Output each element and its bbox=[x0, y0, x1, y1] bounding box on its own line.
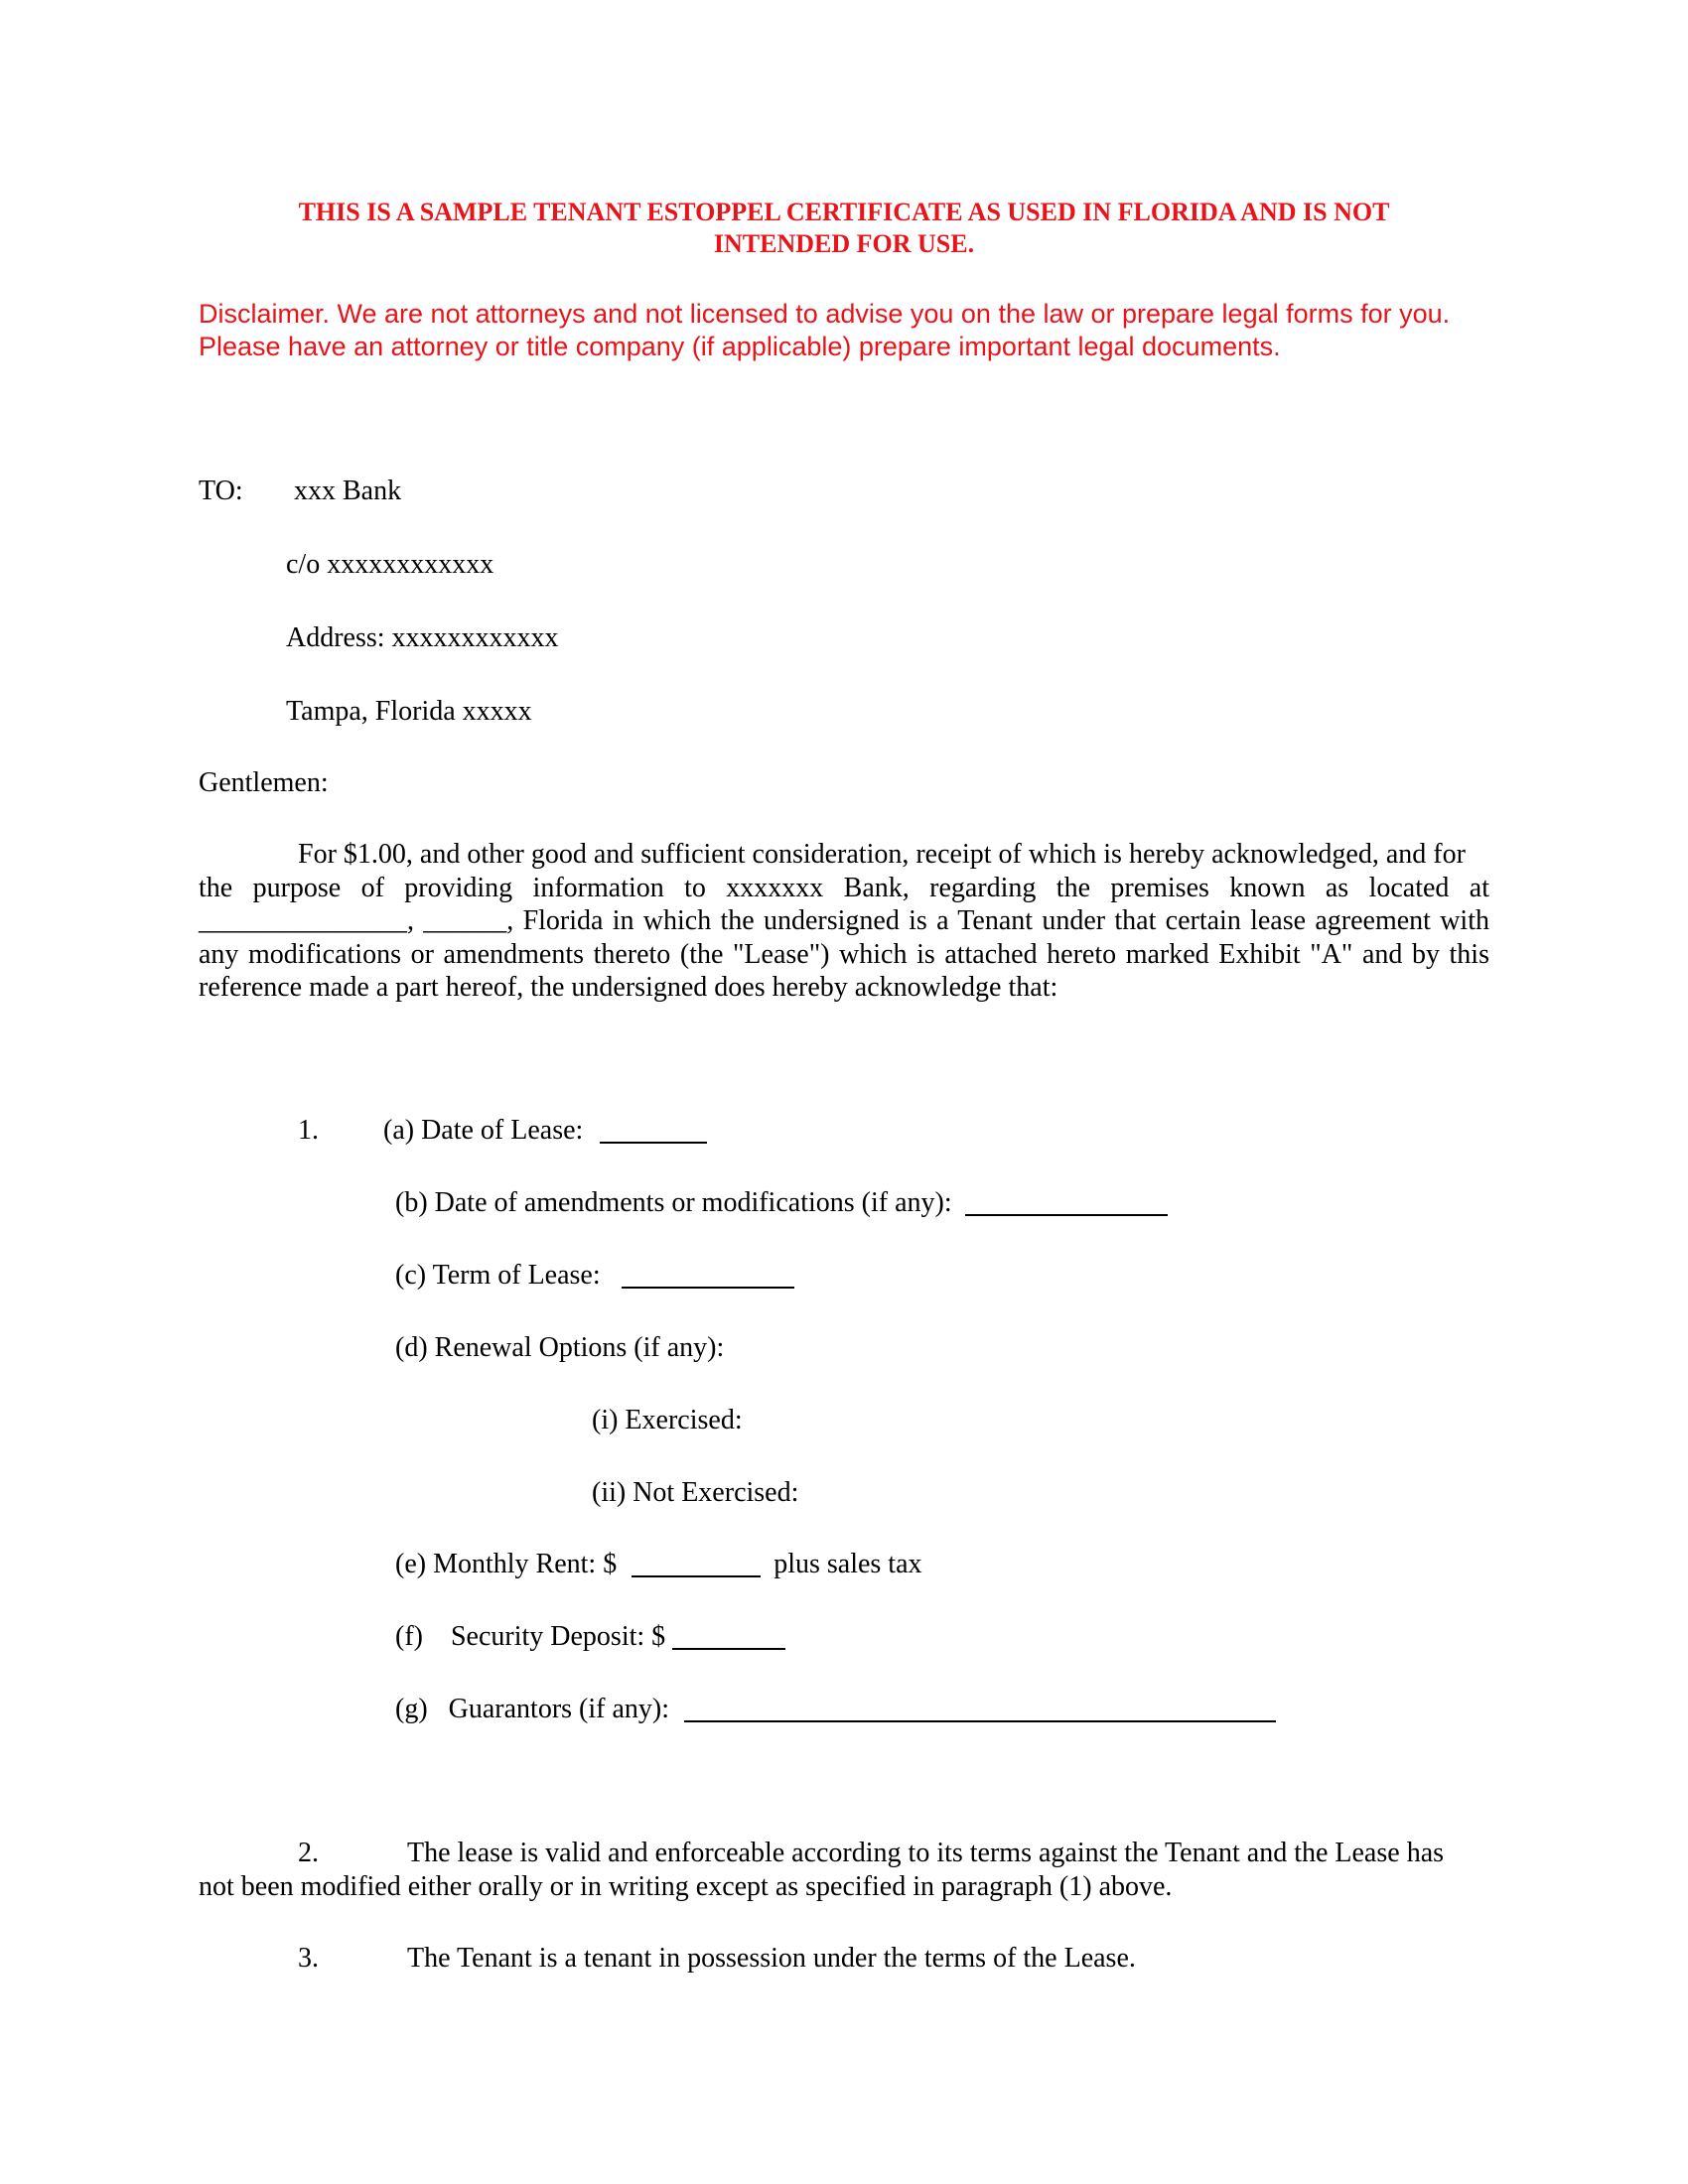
item-1-number: 1. bbox=[298, 1115, 319, 1146]
intro-line-3: _______________, ______, Florida in which the undersigned is a Tenant under that certain lease agreement with bbox=[199, 905, 1489, 936]
city-line: Tampa, Florida xxxxx bbox=[286, 696, 532, 727]
item-1b-label: (b) Date of amendments or modifications (if any): bbox=[395, 1187, 952, 1218]
item-2-line-2: not been modified either orally or in writing except as specified in paragraph (1) above. bbox=[199, 1871, 1173, 1902]
item-1d-exercised: (i) Exercised: bbox=[592, 1405, 743, 1435]
title-line-1: THIS IS A SAMPLE TENANT ESTOPPEL CERTIFICATE AS USED IN FLORIDA AND IS NOT bbox=[298, 198, 1390, 226]
term-blank bbox=[622, 1261, 794, 1289]
monthly-rent-blank bbox=[632, 1550, 761, 1577]
item-2-line-1: The lease is valid and enforceable according to its terms against the Tenant and the Lease has bbox=[407, 1838, 1445, 1868]
item-1e-monthly-rent bbox=[395, 1548, 922, 1581]
item-1b-amendments bbox=[395, 1186, 1168, 1220]
item-1f-label: (f) Security Deposit: $ bbox=[395, 1621, 666, 1652]
item-1c-term bbox=[395, 1259, 794, 1293]
date-of-lease-blank bbox=[600, 1116, 707, 1144]
item-1d-renewal-options: (d) Renewal Options (if any): bbox=[395, 1332, 725, 1363]
security-deposit-blank bbox=[672, 1622, 785, 1650]
disclaimer-line-2: Please have an attorney or title company (if applicable) prepare important legal documents. bbox=[199, 332, 1281, 361]
title-line-2: INTENDED FOR USE. bbox=[713, 229, 975, 258]
item-1e-suffix: plus sales tax bbox=[774, 1549, 922, 1579]
intro-line-2: the purpose of providing information to xxxxxxx Bank, regarding the premises known as located at bbox=[199, 873, 1489, 903]
care-of-line: c/o xxxxxxxxxxxx bbox=[286, 549, 494, 580]
guarantors-blank bbox=[684, 1695, 1276, 1722]
item-3-number: 3. bbox=[298, 1943, 319, 1974]
item-1e-label: (e) Monthly Rent: $ bbox=[395, 1549, 618, 1579]
recipient-bank: xxx Bank bbox=[294, 476, 402, 506]
item-1a-date-of-lease bbox=[383, 1114, 707, 1148]
salutation: Gentlemen: bbox=[199, 767, 329, 798]
item-1d-not-exercised: (ii) Not Exercised: bbox=[592, 1477, 799, 1508]
amendments-blank bbox=[965, 1188, 1168, 1216]
sample-warning-title bbox=[199, 197, 1489, 260]
item-1g-guarantors bbox=[395, 1693, 1276, 1726]
intro-line-5: reference made a part hereof, the undersigned does hereby acknowledge that: bbox=[199, 972, 1058, 1003]
disclaimer bbox=[199, 298, 1509, 363]
disclaimer-line-1: Disclaimer. We are not attorneys and not licensed to advise you on the law or prepare legal forms for you. bbox=[199, 299, 1451, 329]
intro-line-4: any modifications or amendments thereto (the "Lease") which is attached hereto marked Exhibit "A" and by this bbox=[199, 939, 1489, 970]
to-label: TO: bbox=[199, 476, 243, 506]
item-1f-security-deposit bbox=[395, 1620, 785, 1654]
item-3-text: The Tenant is a tenant in possession under the terms of the Lease. bbox=[407, 1943, 1136, 1974]
item-1a-label: (a) Date of Lease: bbox=[383, 1115, 584, 1146]
intro-line-1: For $1.00, and other good and sufficient consideration, receipt of which is hereby acknowledged, and for bbox=[298, 839, 1466, 870]
item-2-number: 2. bbox=[298, 1838, 319, 1868]
item-1g-label: (g) Guarantors (if any): bbox=[395, 1694, 670, 1724]
address-line: Address: xxxxxxxxxxxx bbox=[286, 622, 559, 653]
item-1c-label: (c) Term of Lease: bbox=[395, 1260, 601, 1291]
